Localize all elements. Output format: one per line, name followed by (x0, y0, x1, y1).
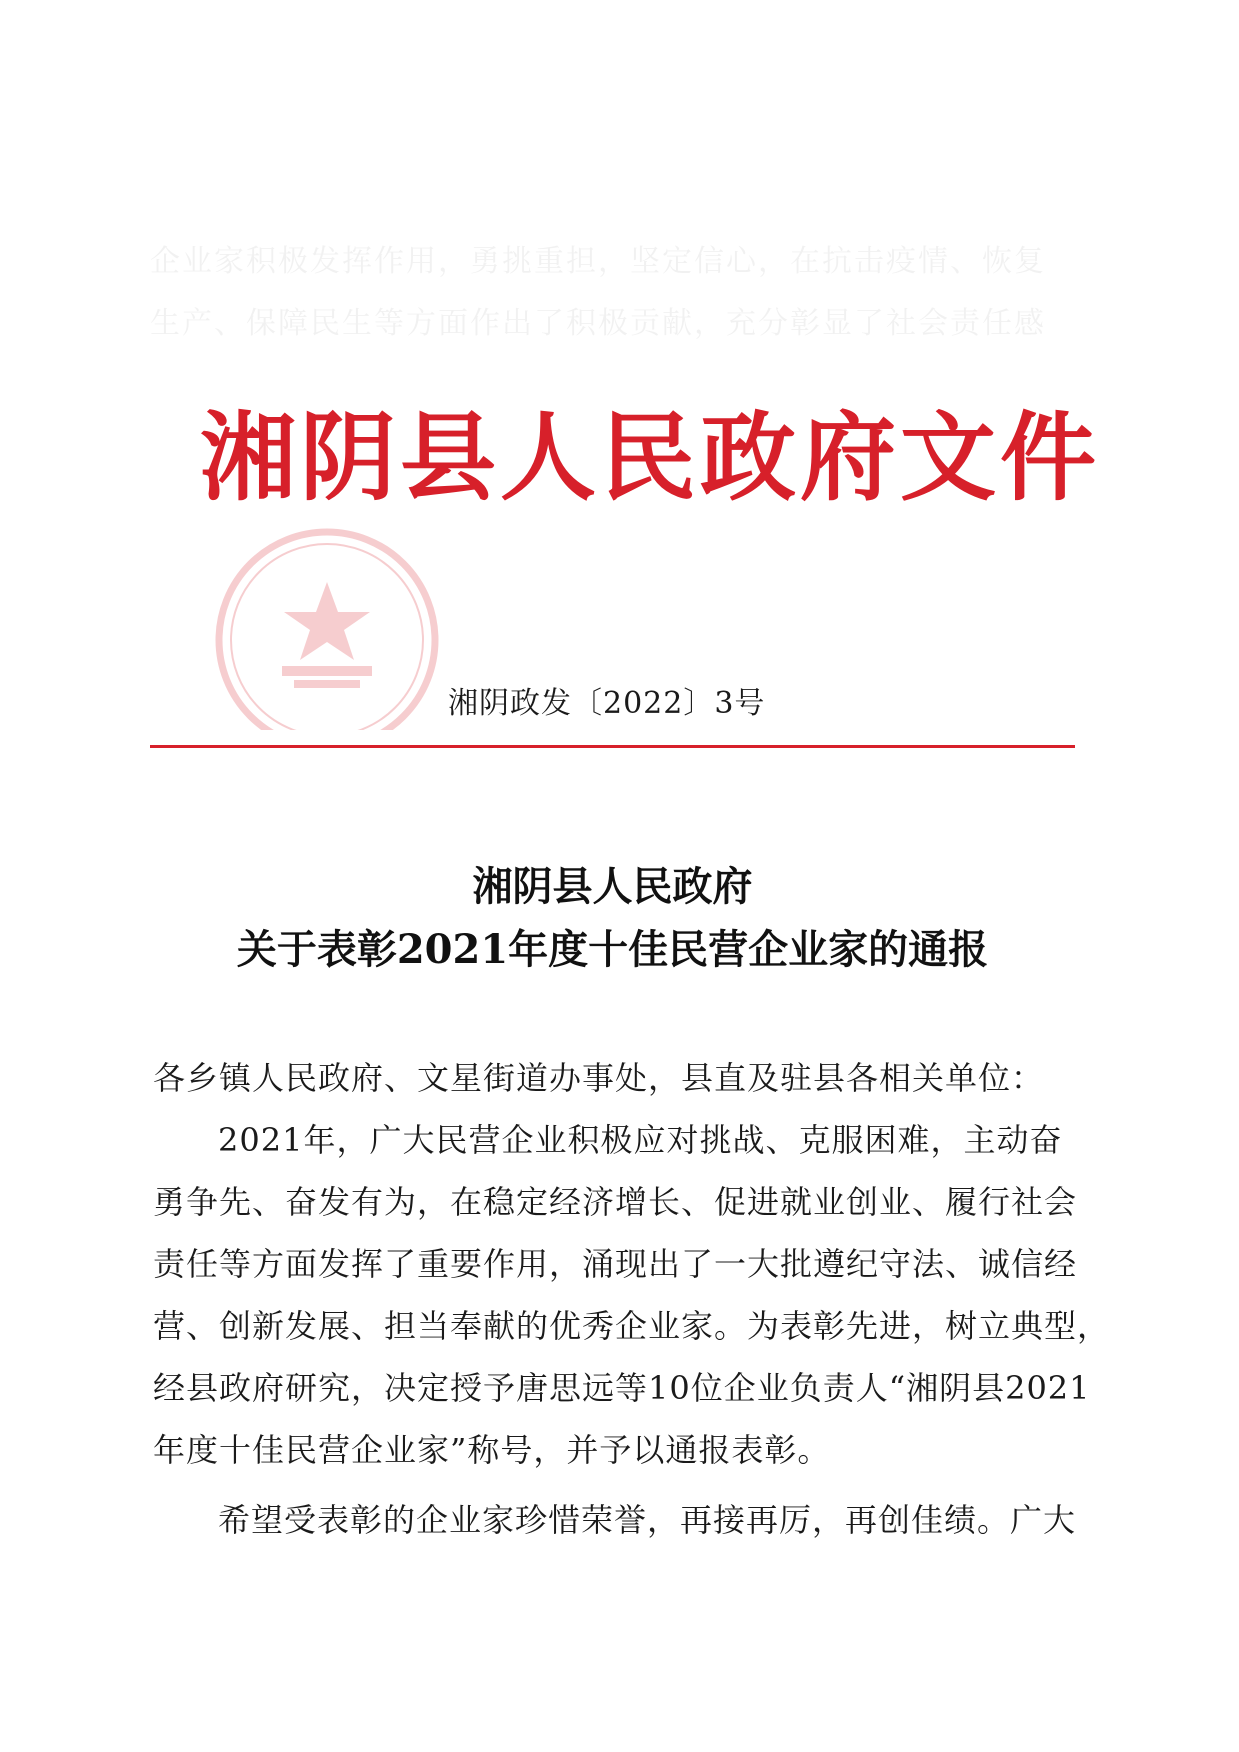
body-paragraph-line: 2021年，广大民营企业积极应对挑战、克服困难，主动奋 (218, 1121, 1063, 1159)
addressee-line: 各乡镇人民政府、文星街道办事处，县直及驻县各相关单位： (153, 1059, 1045, 1097)
notice-title-line-1: 湘阴县人民政府 (472, 863, 753, 910)
bleed-through-text: 企业家积极发挥作用，勇挑重担，坚定信心，在抗击疫情、恢复 (150, 244, 1046, 279)
body-paragraph-line: 年度十佳民营企业家”称号，并予以通报表彰。 (153, 1431, 831, 1469)
body-paragraph-line: 希望受表彰的企业家珍惜荣誉，再接再厉，再创佳绩。广大 (218, 1501, 1077, 1539)
document-number: 湘阴政发〔2022〕3号 (448, 686, 766, 721)
red-separator-rule (150, 745, 1075, 748)
document-masthead: 湘阴县人民政府文件 (200, 402, 1100, 514)
bleed-through-text: 生产、保障民生等方面作出了积极贡献，充分彰显了社会责任感 (150, 306, 1046, 341)
notice-title-line-2: 关于表彰2021年度十佳民营企业家的通报 (236, 926, 989, 973)
body-paragraph-line: 勇争先、奋发有为，在稳定经济增长、促进就业创业、履行社会 (153, 1183, 1078, 1221)
official-seal-icon (198, 520, 456, 730)
body-paragraph-line: 经县政府研究，决定授予唐思远等10位企业负责人“湘阴县2021 (153, 1369, 1091, 1407)
body-paragraph-line: 责任等方面发挥了重要作用，涌现出了一大批遵纪守法、诚信经 (153, 1245, 1078, 1283)
body-paragraph-line: 营、创新发展、担当奉献的优秀企业家。为表彰先进，树立典型， (153, 1307, 1111, 1345)
